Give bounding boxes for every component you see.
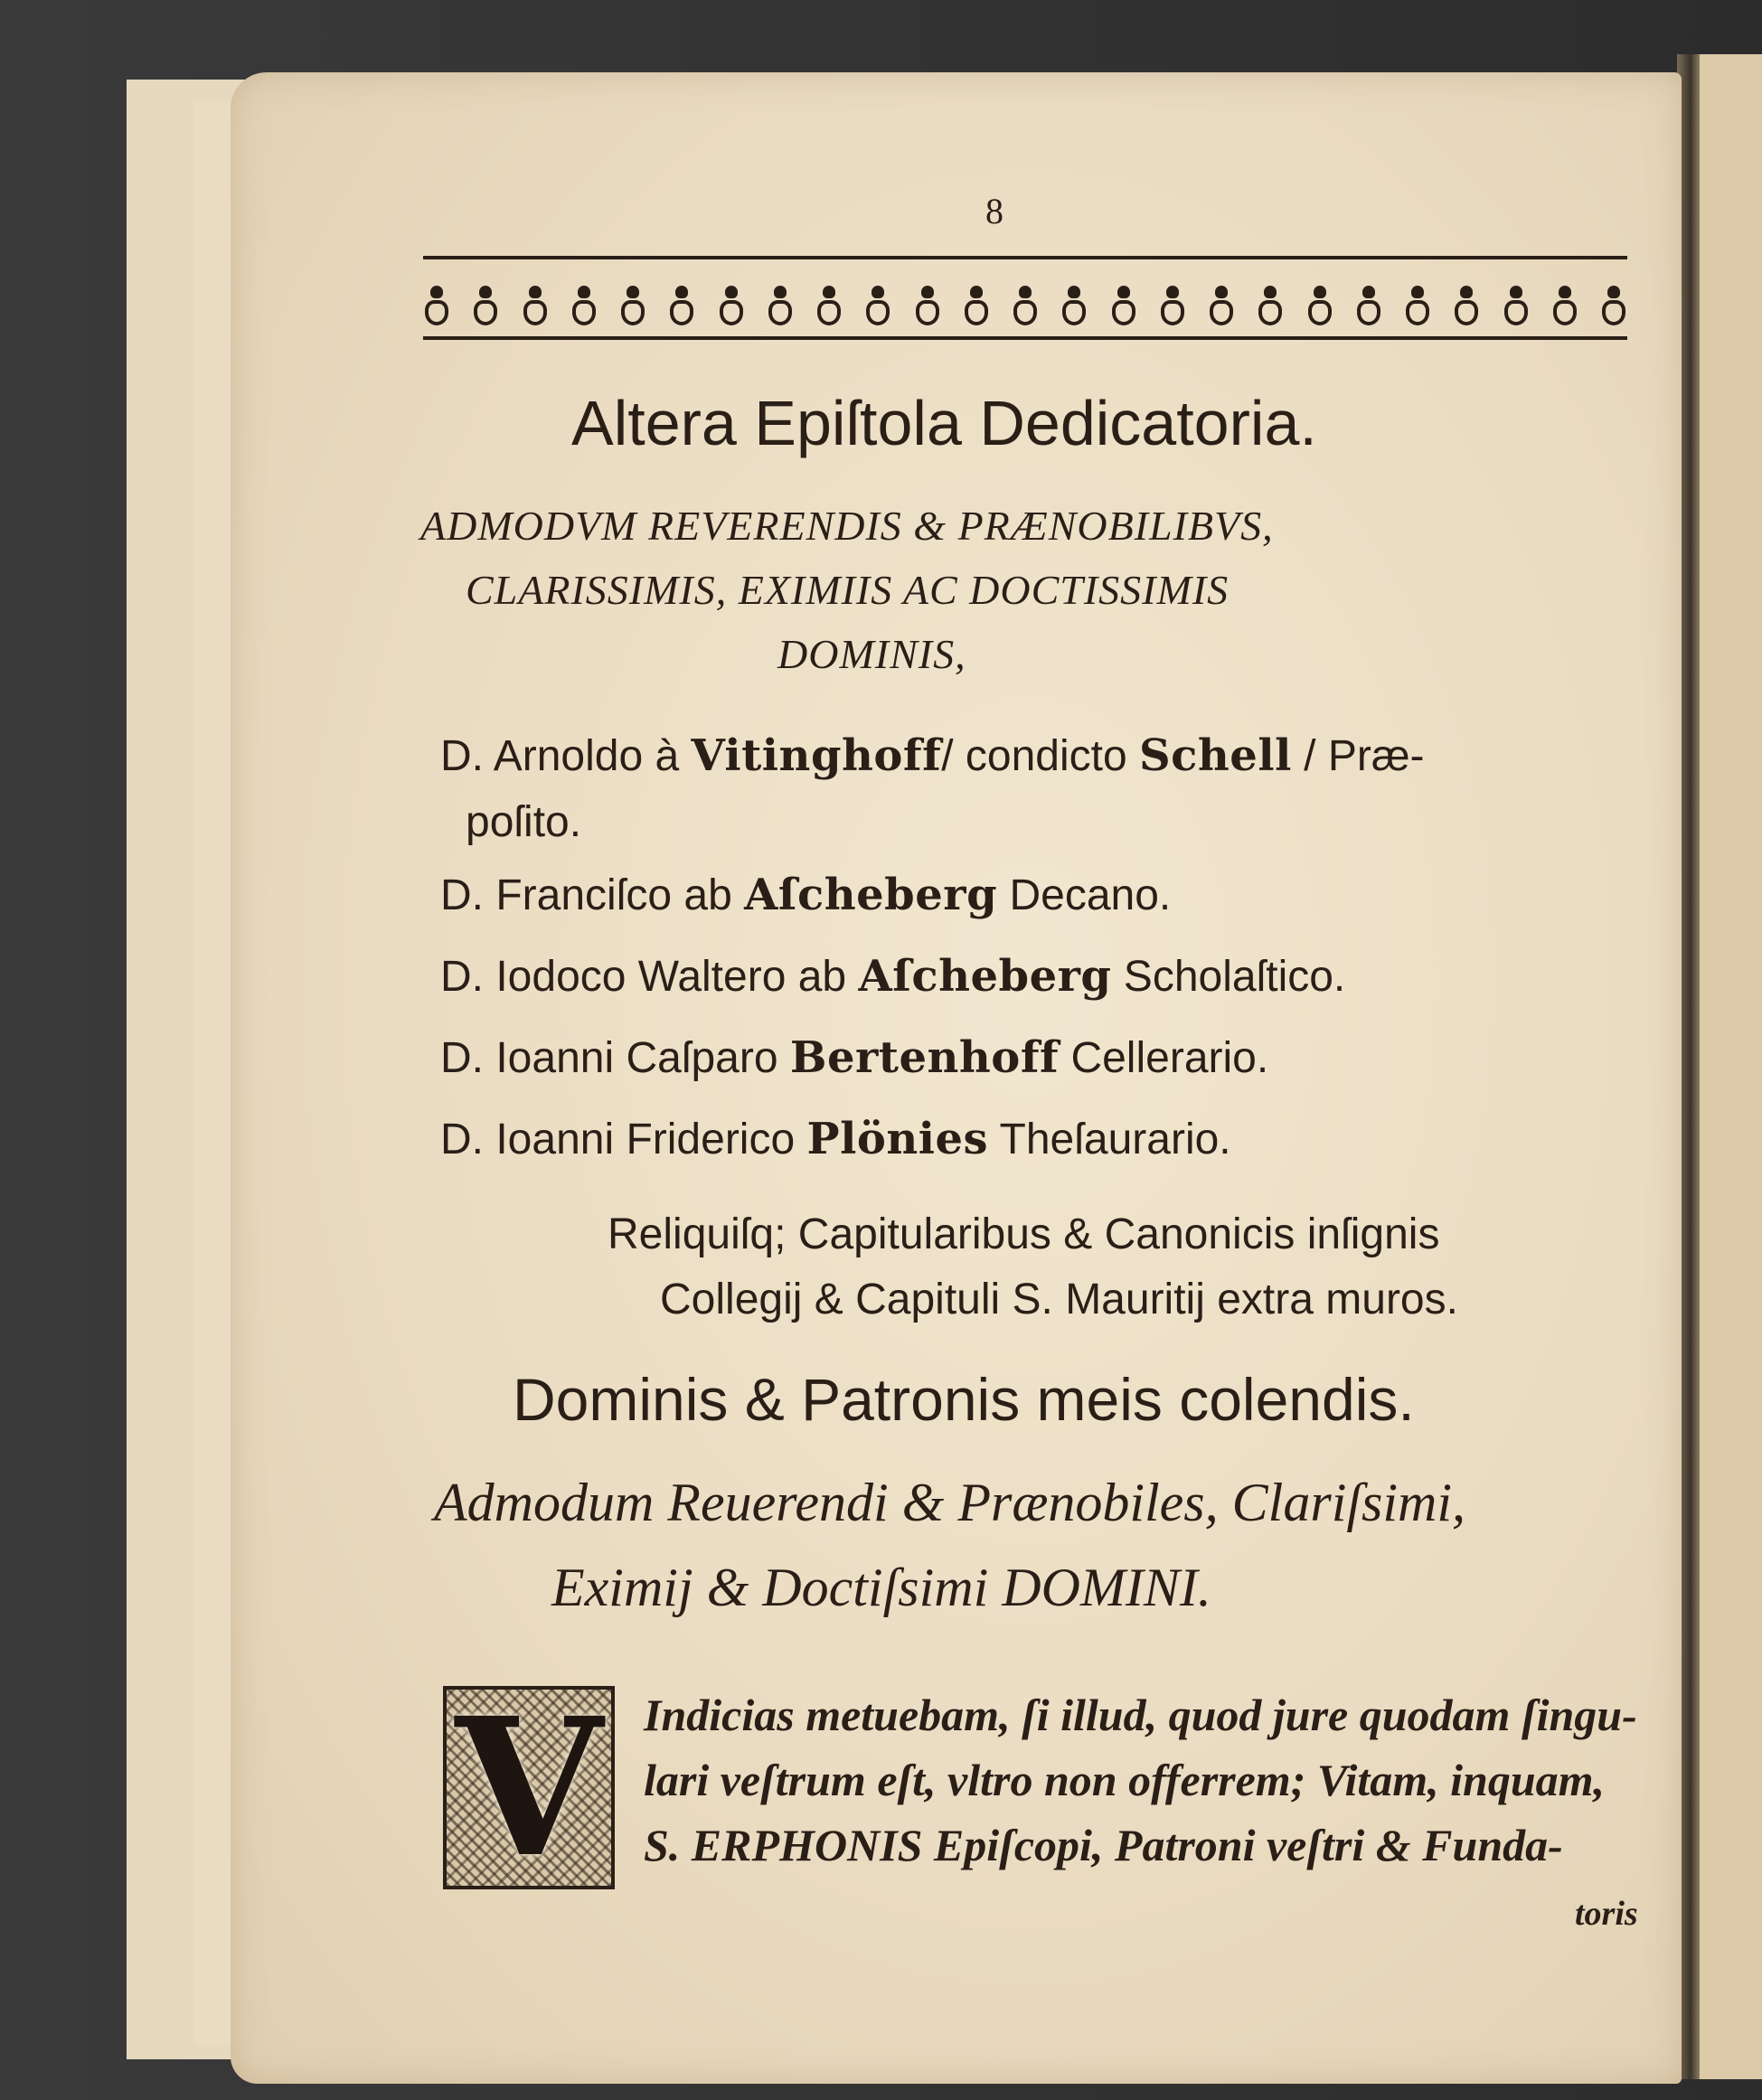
recipient-3-suffix: Scholaſtico.	[1111, 953, 1346, 1001]
recipient-1-surname: Vitinghoff	[691, 730, 942, 781]
ornament-icon	[1503, 284, 1530, 327]
facing-page-edge	[1700, 54, 1762, 2079]
recipient-1-prefix: D. Arnoldo à	[440, 732, 692, 780]
recipient-1-suffix: / Præ-	[1291, 732, 1425, 780]
recipient-5-suffix: Theſaurario.	[988, 1116, 1231, 1163]
ornament-icon	[1355, 284, 1382, 327]
recipient-1-mid: / condicto	[941, 732, 1140, 780]
ornament-icon	[767, 284, 794, 327]
ornament-icon	[1159, 284, 1186, 327]
ornament-icon	[570, 284, 598, 327]
recipient-3-prefix: D. Iodoco Waltero ab	[440, 953, 859, 1001]
recipient-4-suffix: Cellerario.	[1059, 1034, 1269, 1082]
caps-line-1: ADMODVM REVERENDIS & PRÆNOBILIBVS,	[420, 503, 1274, 549]
ornament-icon	[864, 284, 891, 327]
body-line-1: Indicias metuebam, ſi illud, quod jure quodam ſingu-	[644, 1690, 1637, 1740]
ornament-icon	[1306, 284, 1333, 327]
address-line-1: Admodum Reuerendi & Prænobiles, Clariſsimi,	[434, 1473, 1466, 1532]
ornament-icon	[1012, 284, 1039, 327]
reliquis-line-2: Collegij & Capituli S. Mauritij extra muros.	[660, 1276, 1458, 1323]
top-rule	[423, 256, 1627, 259]
ornament-icon	[1060, 284, 1088, 327]
recipient-2-prefix: D. Franciſco ab	[440, 871, 745, 919]
ornament-icon	[1551, 284, 1578, 327]
recipient-line-5	[440, 1114, 1231, 1164]
ornament-icon	[1257, 284, 1284, 327]
recipient-1-alias: Schell	[1139, 730, 1292, 781]
recipient-4-surname: Bertenhoff	[789, 1032, 1060, 1083]
ornament-icon	[1453, 284, 1480, 327]
recipient-3-surname: Aſcheberg	[858, 951, 1112, 1002]
recipient-line-1	[440, 730, 1424, 781]
caps-line-2: CLARISSIMIS, EXIMIIS AC DOCTISSIMIS	[466, 567, 1230, 613]
dominis-heading: Dominis & Patronis meis colendis.	[513, 1366, 1415, 1433]
ornament-icon	[668, 284, 695, 327]
ornament-icon	[718, 284, 745, 327]
ornament-icon	[1110, 284, 1137, 327]
recipient-4-prefix: D. Ioanni Caſparo	[440, 1034, 790, 1082]
page-title: Altera Epiſtola Dedicatoria.	[571, 388, 1317, 458]
recipient-line-1-continued: poſito.	[466, 798, 582, 846]
ornament-icon	[619, 284, 646, 327]
recipient-5-surname: Plönies	[806, 1114, 989, 1164]
ornament-icon	[914, 284, 941, 327]
recipient-5-prefix: D. Ioanni Friderico	[440, 1116, 807, 1163]
page-number: 8	[985, 191, 1003, 231]
body-line-3: S. ERPHONIS Epiſcopi, Patroni veſtri & Funda-	[644, 1820, 1563, 1870]
ornament-icon	[522, 284, 549, 327]
recipient-line-2	[440, 870, 1171, 920]
bottom-rule	[423, 336, 1627, 340]
ornament-band	[423, 278, 1627, 333]
ornament-icon	[963, 284, 990, 327]
ornament-icon	[815, 284, 843, 327]
ornament-icon	[472, 284, 499, 327]
initial-letter: V	[455, 1675, 603, 1899]
decorated-initial	[443, 1675, 615, 1899]
reliquis-line-1: Reliquiſq; Capitularibus & Canonicis inſignis	[608, 1210, 1440, 1258]
recipient-line-4	[440, 1032, 1268, 1083]
body-line-2: lari veſtrum eſt, vltro non offerrem; Vitam, inquam,	[644, 1755, 1606, 1805]
ornament-icon	[1208, 284, 1235, 327]
caps-line-3: DOMINIS,	[777, 631, 966, 677]
recipient-2-surname: Aſcheberg	[744, 870, 998, 920]
catchword: toris	[1575, 1895, 1638, 1933]
address-line-2: Eximij & Doctiſsimi DOMINI.	[551, 1558, 1211, 1617]
ornament-icon	[1404, 284, 1431, 327]
recipient-line-3	[440, 951, 1345, 1002]
ornament-icon	[1600, 284, 1627, 327]
ornament-icon	[423, 284, 450, 327]
recipient-2-suffix: Decano.	[997, 871, 1172, 919]
